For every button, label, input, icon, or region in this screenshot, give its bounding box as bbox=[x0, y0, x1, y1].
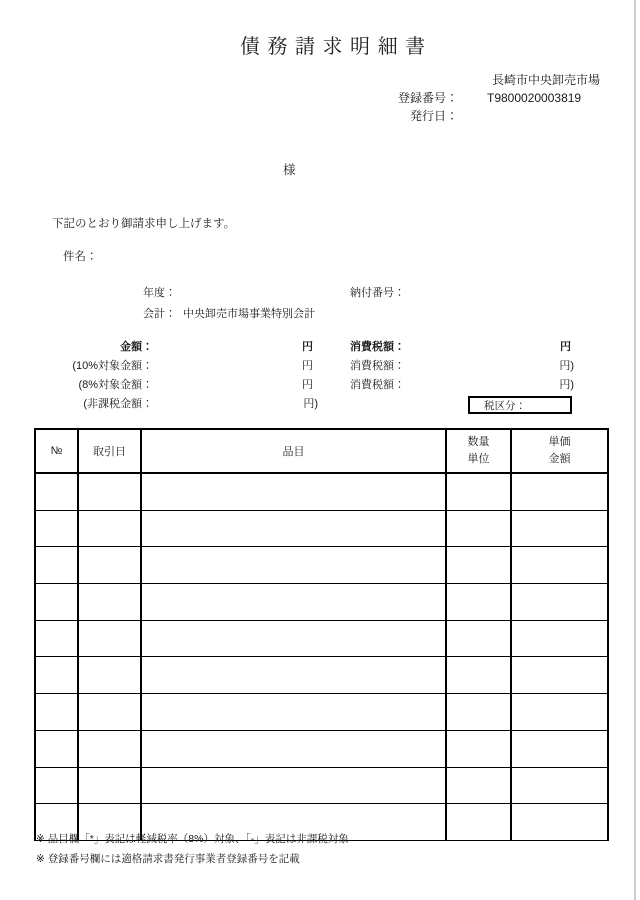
fiscal-year-label: 年度： bbox=[143, 287, 176, 299]
registration-number-label: 登録番号： bbox=[397, 91, 458, 105]
cell-no bbox=[35, 767, 78, 804]
account-label: 会計： bbox=[143, 308, 176, 320]
subject-label: 件名： bbox=[63, 251, 98, 263]
account-value: 中央卸売市場事業特別会計 bbox=[183, 308, 315, 320]
footnote-registration: ※ 登録番号欄には適格請求書発行事業者登録番号を記載 bbox=[36, 853, 300, 865]
table-row bbox=[35, 584, 608, 621]
cell-item bbox=[141, 730, 446, 767]
cell-qty-unit bbox=[446, 804, 511, 841]
cell-qty-unit bbox=[446, 657, 511, 694]
cell-price-amount bbox=[511, 804, 608, 841]
cell-qty-unit bbox=[446, 730, 511, 767]
exempt-amount-label: (非課税金額： bbox=[83, 398, 153, 410]
footnote-reduced-tax: ※ 品目欄「*」表記は軽減税率（8%）対象、「-」表記は非課税対象 bbox=[36, 833, 349, 845]
table-row bbox=[35, 620, 608, 657]
rate8-tax-yen: 円) bbox=[559, 379, 574, 391]
col-header-no: № bbox=[35, 429, 78, 473]
addressee-honorific: 様 bbox=[283, 163, 296, 177]
rate8-amount-yen: 円 bbox=[302, 379, 313, 391]
cell-date bbox=[78, 730, 141, 767]
cell-price-amount bbox=[511, 730, 608, 767]
cell-date bbox=[78, 620, 141, 657]
cell-price-amount bbox=[511, 694, 608, 731]
total-amount-label: 金額： bbox=[120, 341, 153, 353]
rate10-amount-yen: 円 bbox=[302, 360, 313, 372]
cell-qty-unit bbox=[446, 767, 511, 804]
cell-qty-unit bbox=[446, 510, 511, 547]
table-row bbox=[35, 694, 608, 731]
col-header-item: 品目 bbox=[141, 429, 446, 473]
total-amount-yen: 円 bbox=[302, 341, 313, 353]
cell-item bbox=[141, 584, 446, 621]
cell-date bbox=[78, 767, 141, 804]
cell-item bbox=[141, 657, 446, 694]
cell-date bbox=[78, 510, 141, 547]
cell-qty-unit bbox=[446, 547, 511, 584]
rate8-amount-label: (8%対象金額： bbox=[78, 379, 153, 391]
cell-qty-unit bbox=[446, 473, 511, 510]
registration-number-value: T9800020003819 bbox=[487, 91, 582, 105]
cell-date bbox=[78, 657, 141, 694]
cell-no bbox=[35, 620, 78, 657]
rate8-tax-label: 消費税額： bbox=[350, 379, 405, 391]
line-items-table bbox=[34, 428, 609, 841]
cell-date bbox=[78, 694, 141, 731]
table-header-row bbox=[35, 429, 608, 473]
cell-price-amount bbox=[511, 767, 608, 804]
exempt-amount-yen: 円) bbox=[303, 398, 318, 410]
table-row bbox=[35, 730, 608, 767]
cell-qty-unit bbox=[446, 694, 511, 731]
tax-category-box bbox=[468, 396, 572, 414]
col-header-price: 単価 bbox=[548, 436, 571, 448]
rate10-tax-label: 消費税額： bbox=[350, 360, 405, 372]
table-row bbox=[35, 547, 608, 584]
cell-item bbox=[141, 547, 446, 584]
table-row bbox=[35, 767, 608, 804]
total-tax-yen: 円 bbox=[560, 341, 571, 353]
cell-price-amount bbox=[511, 473, 608, 510]
issuer-name: 長崎市中央卸売市場 bbox=[492, 73, 601, 87]
total-tax-label: 消費税額： bbox=[350, 341, 405, 353]
line-items-body bbox=[35, 473, 608, 840]
cell-date bbox=[78, 584, 141, 621]
greeting-text: 下記のとおり御請求申し上げます。 bbox=[52, 218, 236, 230]
cell-price-amount bbox=[511, 584, 608, 621]
col-header-unit: 単位 bbox=[467, 453, 490, 465]
rate10-tax-yen: 円) bbox=[559, 360, 574, 372]
cell-qty-unit bbox=[446, 620, 511, 657]
cell-price-amount bbox=[511, 620, 608, 657]
cell-date bbox=[78, 547, 141, 584]
cell-item bbox=[141, 767, 446, 804]
col-header-qty: 数量 bbox=[467, 436, 490, 448]
viewer-edge-line bbox=[634, 0, 636, 900]
document-title: 債 務 請 求 明 細 書 bbox=[239, 36, 427, 58]
cell-no bbox=[35, 473, 78, 510]
cell-qty-unit bbox=[446, 584, 511, 621]
cell-no bbox=[35, 657, 78, 694]
col-header-qty-unit bbox=[446, 429, 511, 473]
tax-category-label: 税区分： bbox=[484, 399, 526, 412]
payment-number-label: 納付番号： bbox=[350, 287, 405, 299]
cell-no bbox=[35, 547, 78, 584]
table-row bbox=[35, 473, 608, 510]
cell-item bbox=[141, 694, 446, 731]
cell-item bbox=[141, 473, 446, 510]
cell-date bbox=[78, 473, 141, 510]
cell-item bbox=[141, 510, 446, 547]
cell-price-amount bbox=[511, 657, 608, 694]
table-row bbox=[35, 657, 608, 694]
cell-no bbox=[35, 694, 78, 731]
cell-no bbox=[35, 584, 78, 621]
cell-price-amount bbox=[511, 510, 608, 547]
table-row bbox=[35, 510, 608, 547]
rate10-amount-label: (10%対象金額： bbox=[72, 360, 153, 372]
cell-no bbox=[35, 510, 78, 547]
cell-item bbox=[141, 620, 446, 657]
cell-no bbox=[35, 730, 78, 767]
issue-date-label: 発行日： bbox=[409, 109, 458, 123]
col-header-amount: 金額 bbox=[548, 453, 571, 465]
col-header-price-amount bbox=[511, 429, 608, 473]
col-header-date: 取引日 bbox=[78, 429, 141, 473]
cell-price-amount bbox=[511, 547, 608, 584]
